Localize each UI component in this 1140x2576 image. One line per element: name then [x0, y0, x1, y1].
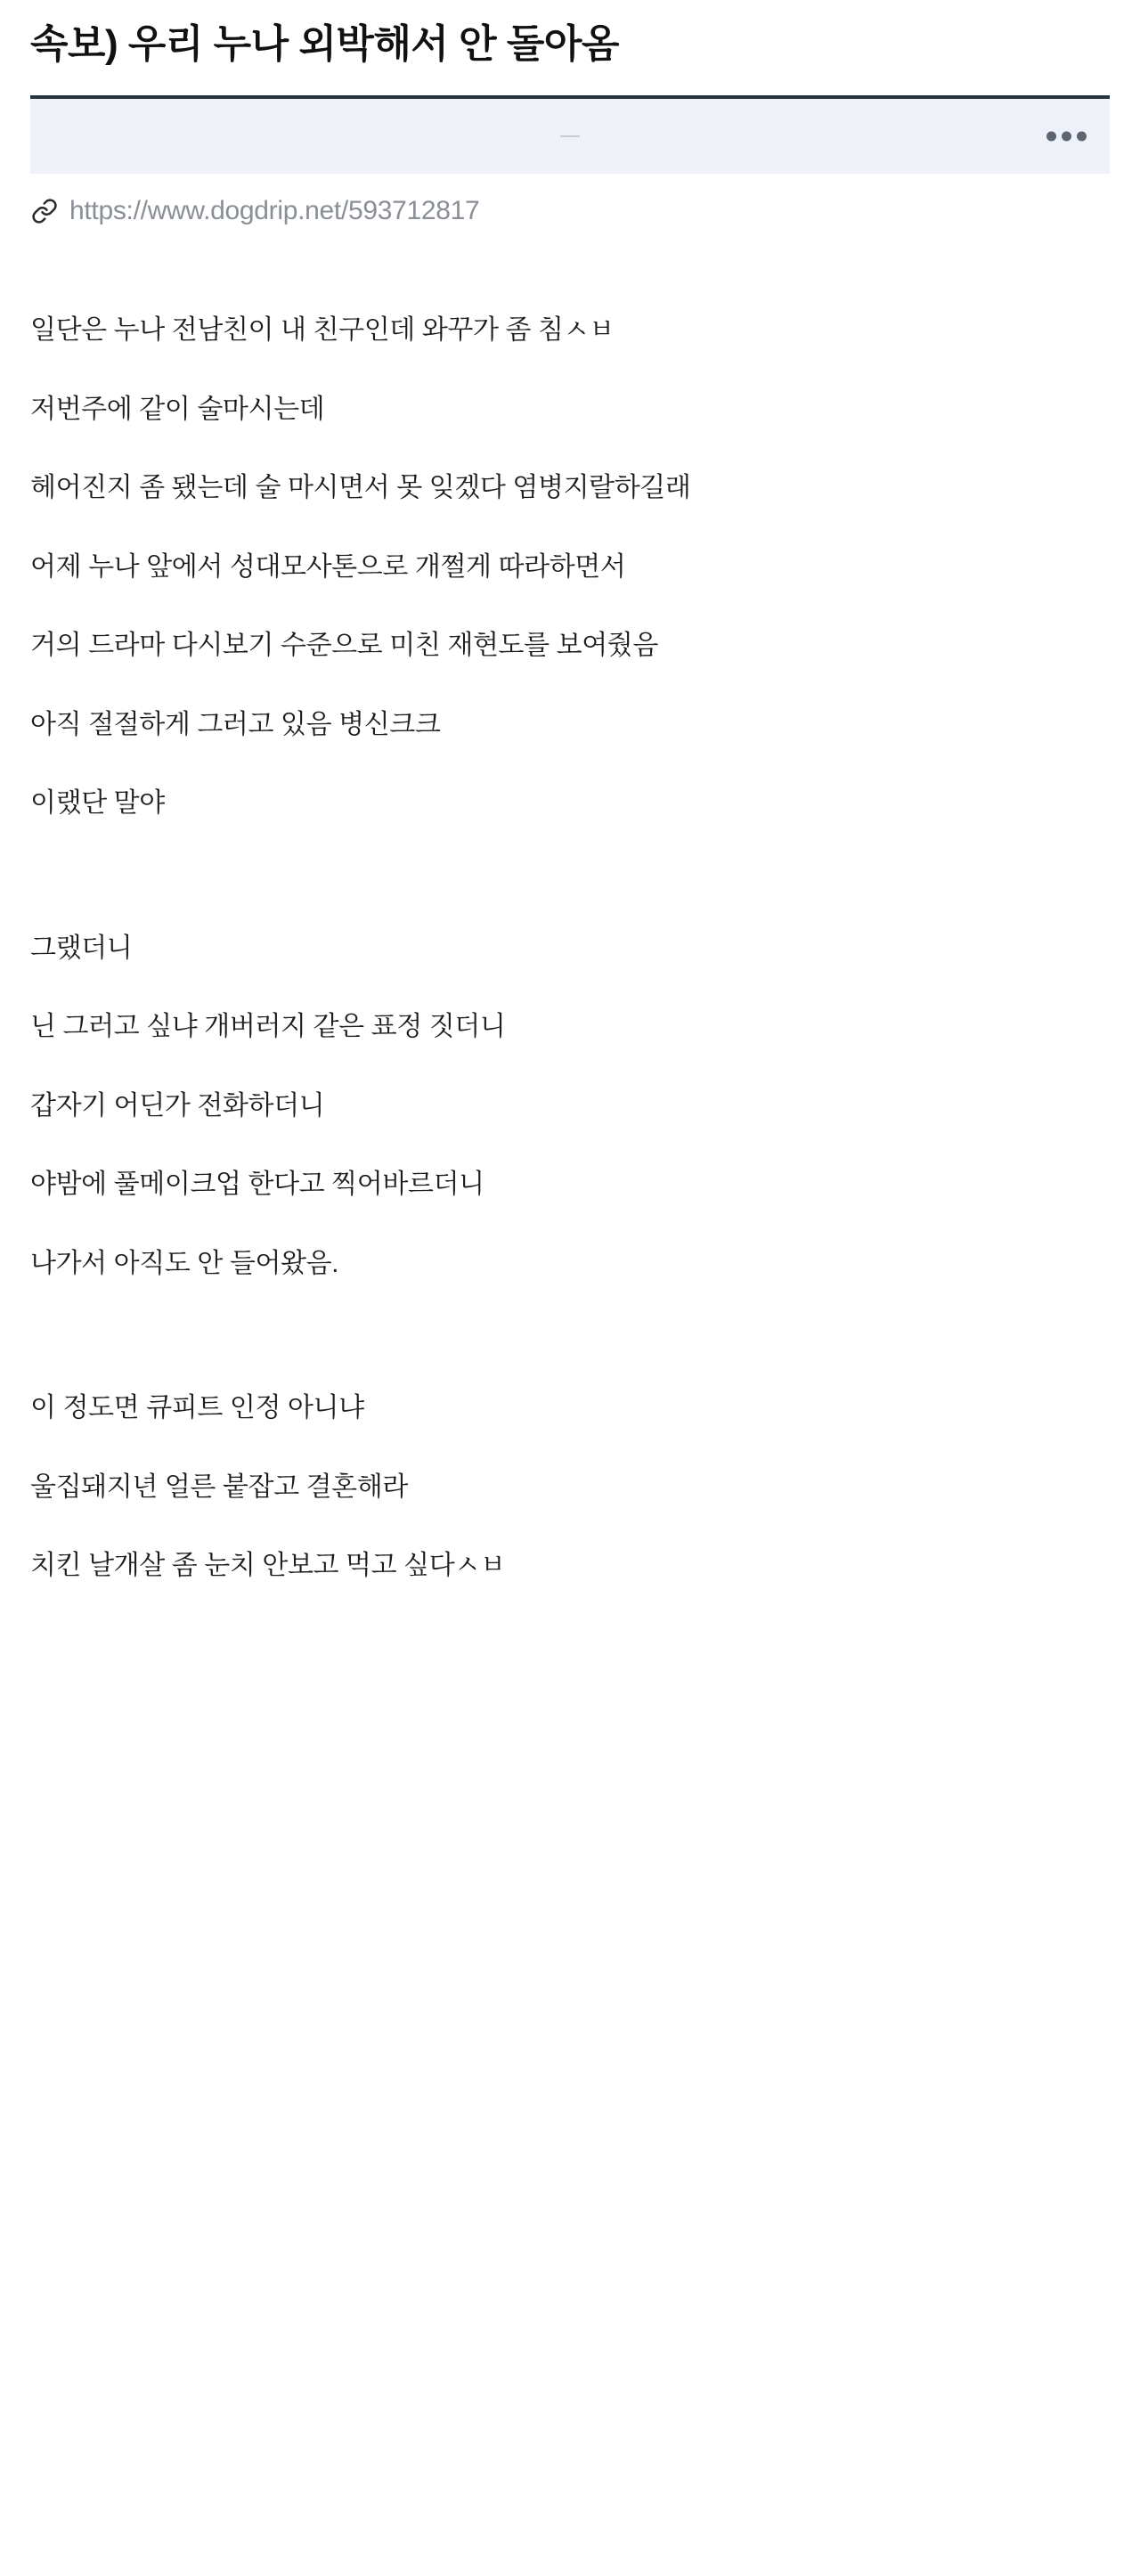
embed-placeholder-icon — [560, 135, 580, 137]
source-link-row[interactable] — [0, 174, 1140, 227]
embedded-media-card[interactable] — [30, 95, 1110, 174]
post-paragraph: 닌 그러고 싶냐 개버러지 같은 표정 짓더니 — [30, 1012, 506, 1041]
post-paragraph: 야밤에 풀메이크업 한다고 찍어바르더니 — [30, 1170, 484, 1199]
post-body — [0, 313, 1140, 1585]
post-paragraph: 저번주에 같이 술마시는데 — [30, 394, 325, 424]
source-link-url[interactable]: https://www.dogdrip.net/593712817 — [69, 196, 480, 225]
post-paragraph-spacer — [30, 865, 1110, 888]
post-paragraph: 이 정도면 큐피트 인정 아니냐 — [30, 1393, 364, 1423]
link-icon — [30, 197, 59, 225]
post-paragraph: 그랬더니 — [30, 933, 133, 963]
post-paragraph: 헤어진지 좀 됐는데 술 마시면서 못 잊겠다 염병지랄하길래 — [30, 473, 691, 502]
post-paragraph: 거의 드라마 다시보기 수준으로 미친 재현도를 보여줬음 — [30, 631, 658, 660]
more-horizontal-icon[interactable] — [1046, 132, 1087, 142]
post-paragraph: 아직 절절하게 그러고 있음 병신크크 — [30, 709, 441, 739]
post-paragraph-spacer — [30, 1325, 1110, 1348]
post-paragraph: 치킨 날개살 좀 눈치 안보고 먹고 싶다ㅅㅂ — [30, 1551, 506, 1580]
post-title: 속보) 우리 누나 외박해서 안 돌아옴 — [30, 22, 619, 66]
post-paragraph: 갑자기 어딘가 전화하더니 — [30, 1090, 325, 1121]
post-paragraph: 나가서 아직도 안 들어왔음. — [30, 1248, 339, 1278]
post-paragraph: 어제 누나 앞에서 성대모사톤으로 개쩔게 따라하면서 — [30, 551, 626, 582]
post-paragraph: 이랬단 말야 — [30, 788, 165, 818]
post-paragraph: 일단은 누나 전남친이 내 친구인데 와꾸가 좀 침ㅅㅂ — [30, 315, 615, 345]
post-paragraph: 울집돼지년 얼른 붙잡고 결혼해라 — [30, 1471, 408, 1502]
